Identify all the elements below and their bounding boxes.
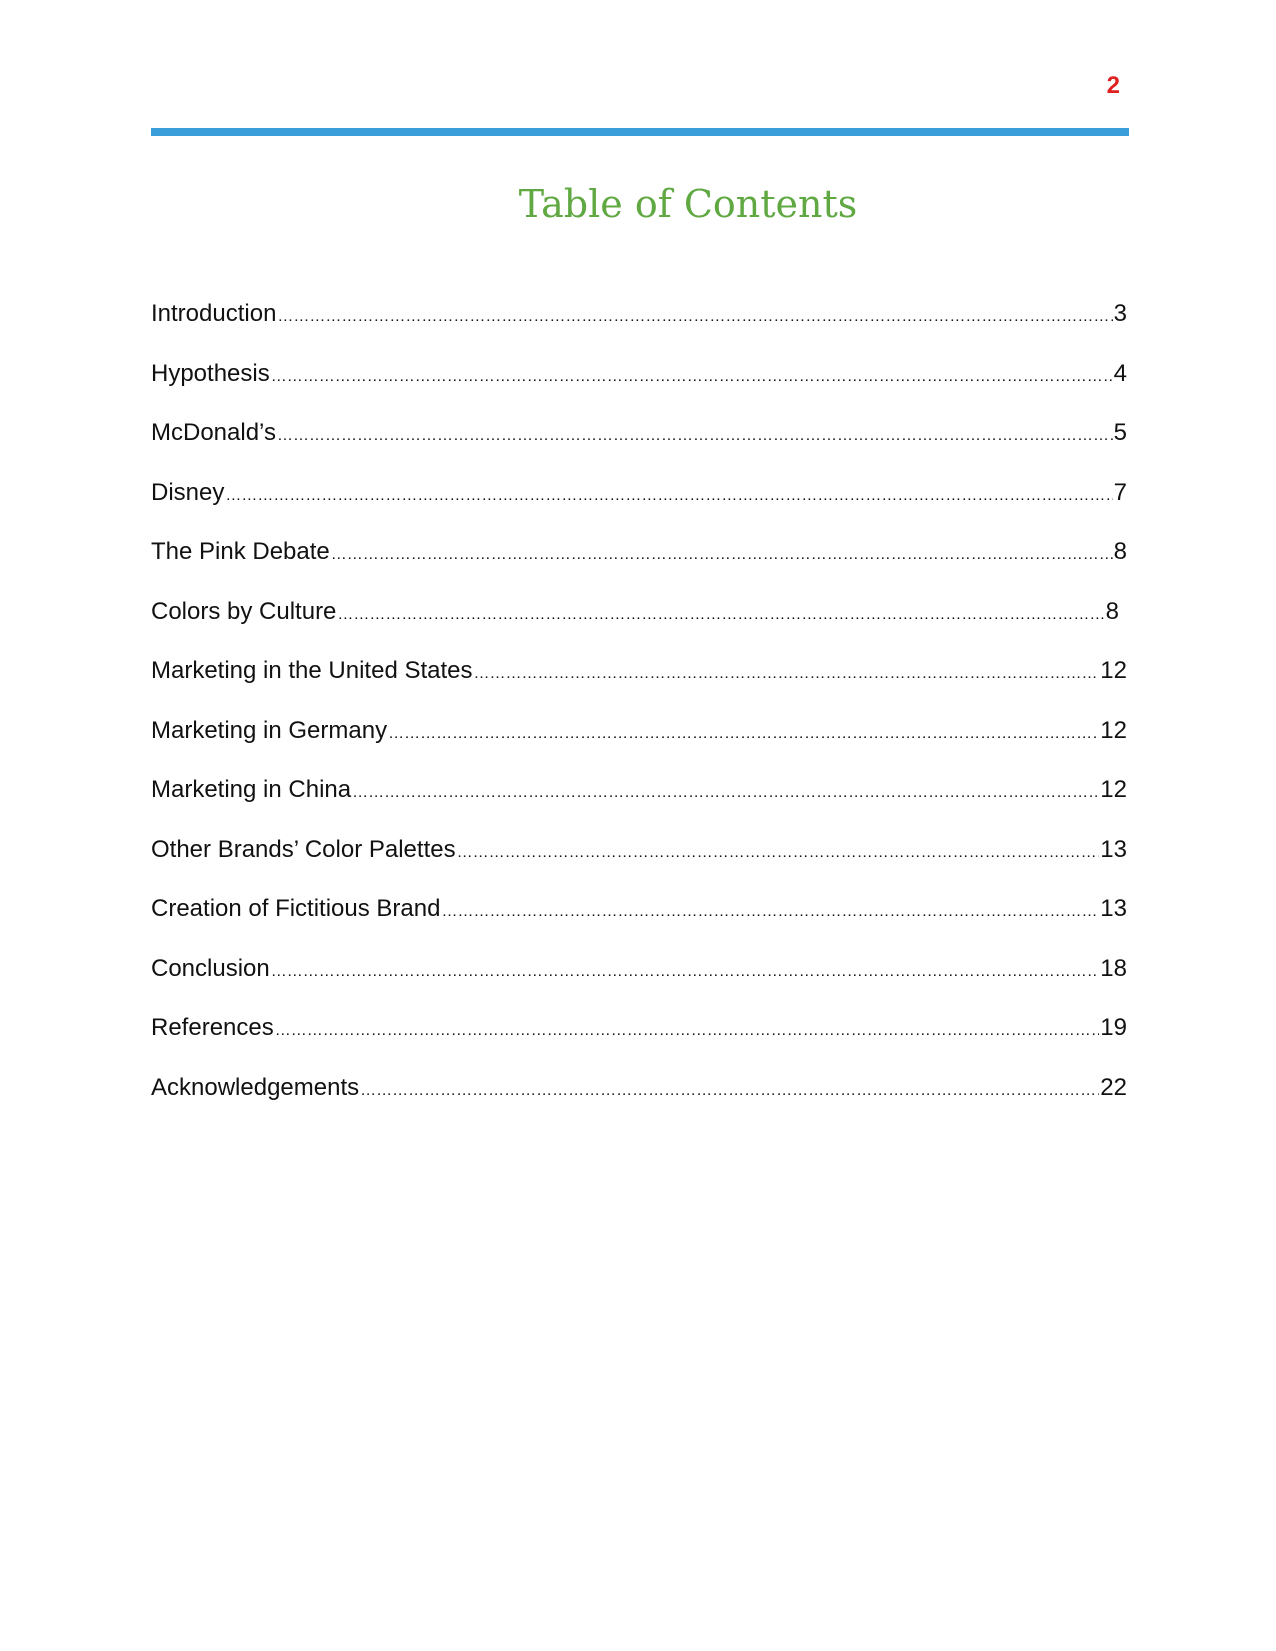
toc-entry-mcdonalds[interactable] (151, 415, 1127, 475)
toc-entry-colors-by-culture[interactable] (151, 594, 1127, 654)
toc-entry-page: 12 (1100, 716, 1127, 744)
toc-leader-dots (225, 478, 1112, 514)
toc-entry-label: Acknowledgements (151, 1073, 360, 1101)
toc-entry-hypothesis[interactable] (151, 356, 1127, 416)
toc-entry-page: 13 (1100, 895, 1127, 922)
toc-entry-introduction[interactable] (151, 296, 1127, 356)
toc-entry-page: 3 (1113, 300, 1127, 327)
toc-entry-references[interactable] (151, 1010, 1127, 1070)
toc-entry-marketing-us[interactable] (151, 653, 1127, 713)
toc-leader-dots (360, 1073, 1099, 1109)
toc-leader-dots (474, 656, 1100, 692)
toc-leader-dots (457, 835, 1100, 871)
toc-leader-dots (271, 954, 1100, 990)
table-of-contents (151, 296, 1127, 1129)
toc-leader-dots (441, 894, 1099, 930)
header-rule (151, 128, 1129, 136)
toc-entry-page: 7 (1113, 478, 1127, 506)
toc-leader-dots (271, 359, 1113, 395)
toc-entry-page: 8 (1105, 597, 1119, 625)
page-number: 2 (1106, 72, 1120, 99)
toc-leader-dots (277, 418, 1113, 454)
toc-entry-page: 22 (1100, 1073, 1127, 1101)
toc-entry-acknowledgements[interactable] (151, 1070, 1127, 1130)
toc-entry-page: 8 (1113, 538, 1127, 565)
toc-entry-label: References (151, 1014, 274, 1041)
toc-entry-label: Introduction (151, 300, 277, 327)
toc-entry-page: 13 (1100, 835, 1127, 863)
toc-entry-label: Hypothesis (151, 359, 270, 387)
toc-entry-label: Disney (151, 478, 225, 506)
toc-leader-dots (337, 597, 1104, 633)
toc-entry-page: 12 (1100, 776, 1127, 803)
toc-entry-label: Marketing in China (151, 776, 352, 803)
page-title: Table of Contents (518, 182, 858, 226)
toc-entry-disney[interactable] (151, 475, 1127, 535)
toc-entry-label: The Pink Debate (151, 538, 330, 565)
toc-entry-page: 18 (1100, 954, 1127, 982)
toc-entry-marketing-china[interactable] (151, 772, 1127, 832)
toc-entry-page: 5 (1113, 419, 1127, 446)
toc-leader-dots (352, 775, 1099, 811)
toc-leader-dots (331, 537, 1113, 573)
toc-entry-pink-debate[interactable] (151, 534, 1127, 594)
toc-entry-label: McDonald’s (151, 419, 276, 446)
toc-entry-label: Marketing in Germany (151, 716, 388, 744)
toc-entry-page: 19 (1100, 1014, 1127, 1041)
toc-entry-marketing-germany[interactable] (151, 713, 1127, 773)
toc-entry-label: Other Brands’ Color Palettes (151, 835, 456, 863)
toc-entry-label: Colors by Culture (151, 597, 337, 625)
toc-entry-other-brands[interactable] (151, 832, 1127, 892)
toc-entry-page: 4 (1113, 359, 1127, 387)
toc-leader-dots (388, 716, 1099, 752)
toc-entry-label: Marketing in the United States (151, 657, 473, 684)
toc-leader-dots (275, 1013, 1100, 1049)
toc-entry-page: 12 (1100, 657, 1127, 684)
toc-entry-label: Creation of Fictitious Brand (151, 895, 441, 922)
toc-leader-dots (277, 299, 1112, 335)
toc-entry-fictitious-brand[interactable] (151, 891, 1127, 951)
toc-entry-label: Conclusion (151, 954, 270, 982)
toc-entry-conclusion[interactable] (151, 951, 1127, 1011)
